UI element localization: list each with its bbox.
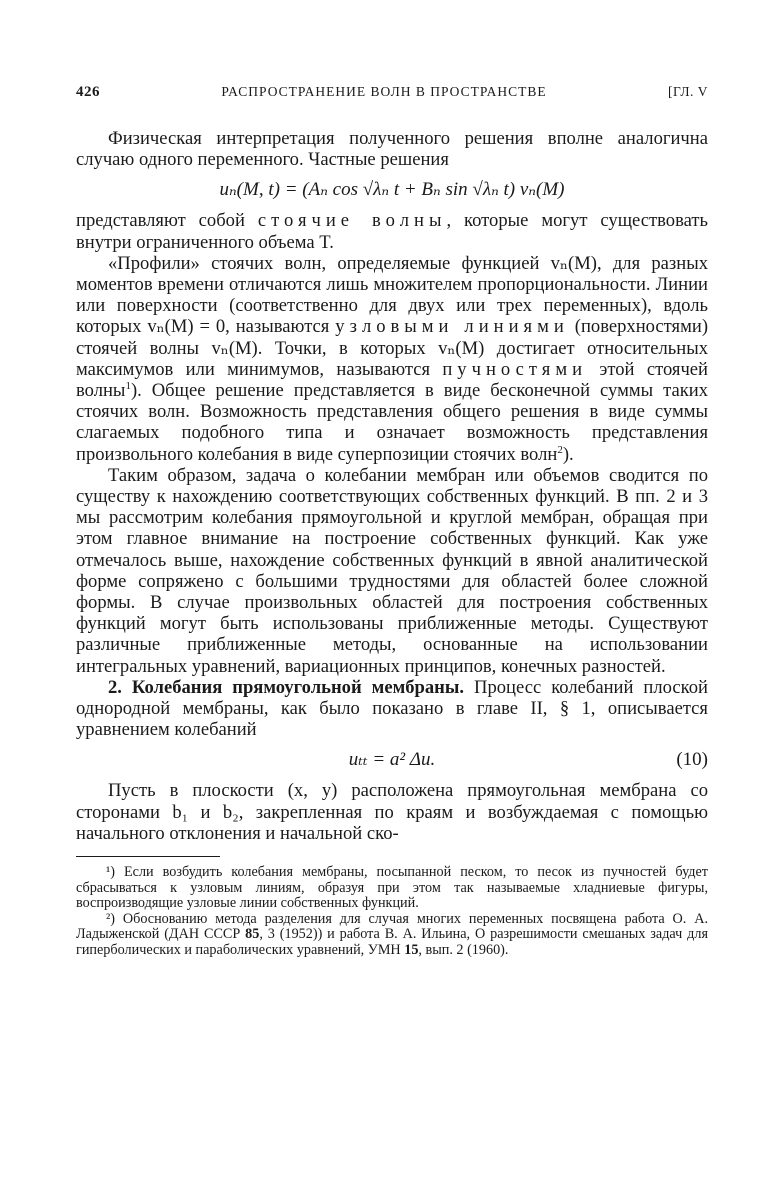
- paragraph-3: [76, 253, 708, 465]
- fn2-text-c: , вып. 2 (1960).: [418, 942, 509, 959]
- term-antinodes: пучностями: [442, 358, 588, 380]
- fn2-text-a: ²) Обоснованию метода разделения для случая многих переменных посвящена работа О. А. Ладыженской (ДАН СССР: [76, 910, 708, 943]
- p2-text-b: , которые могут существовать внутри ограниченного объема T.: [76, 210, 708, 253]
- running-head: [76, 84, 708, 108]
- book-page: [76, 84, 708, 959]
- footnote-ref-2[interactable]: 2: [557, 443, 563, 456]
- fn2-text-b: , 3 (1952)) и работа В. А. Ильина, О разрешимости смешаных задач для гиперболических и параболических уравнений, УМН: [76, 926, 708, 959]
- paragraph-1: Физическая интерпретация полученного решения вполне аналогична случаю одного переменного. Частные решения: [76, 128, 708, 171]
- footnotes: [76, 865, 708, 959]
- p3-text-d: ). Общее решение представляется в виде бесконечной суммы таких стоячих волн. Возможность представления общего решения в виде суммы слагаемых подобного типа и означает возможность представления произвольного колебания в виде суперпозиции стоячих волн: [76, 380, 708, 465]
- footnote-ref-1[interactable]: 1: [125, 379, 131, 392]
- paragraph-6: Пусть в плоскости (x, y) расположена прямоугольная мембрана со сторонами b₁ и b₂, закрепленная по краям и возбуждаемая с помощью начального отклонения и начальной ско-: [76, 780, 708, 844]
- p3-text-c: этой стоячей волны: [76, 358, 708, 402]
- main-text: [76, 128, 708, 844]
- fn2-volume-2: 15: [404, 942, 419, 959]
- p3-text-e: ).: [562, 443, 574, 465]
- running-title: РАСПРОСТРАНЕНИЕ ВОЛН В ПРОСТРАНСТВЕ: [221, 84, 547, 99]
- term-nodal-lines: узловыми линиями: [335, 316, 569, 338]
- chapter-label: [ГЛ. V: [668, 84, 708, 99]
- section-heading: 2. Колебания прямоугольной мембраны.: [108, 676, 465, 698]
- p5-text: Процесс колебаний плоской однородной мембраны, как было показано в главе II, § 1, описывается уравнением колебаний: [76, 676, 708, 741]
- footnote-1: ¹) Если возбудить колебания мембраны, посыпанной песком, то песок из пучностей будет сбрасываться к узловым линиям, образуя при этом так называемые хладниевые фигуры, воспроизводящие узловые линии собственных функций.: [76, 864, 708, 912]
- term-standing-waves: стоячие волны: [257, 210, 447, 232]
- formula-2: uₜₜ = a² Δu.: [348, 749, 436, 771]
- formula-1: uₙ(M, t) = (Aₙ cos √λₙ t + Bₙ sin √λₙ t) vₙ(M): [219, 179, 565, 201]
- p3-text-b: (поверхностями) стоячей волны vₙ(M). Точки, в которых vₙ(M) достигает относительных максимумов или минимумов, называются: [76, 316, 709, 380]
- fn2-volume-1: 85: [245, 926, 260, 943]
- page-number: 426: [76, 84, 100, 100]
- paragraph-4: Таким образом, задача о колебании мембран или объемов сводится по существу к нахождению соответствующих собственных функций. В пп. 2 и 3 мы рассмотрим колебания прямоугольной и круглой мембран, обращая при этом главное внимание на построение собственных функций. Как уже отмечалось выше, нахождение собственных функций в явной аналитической форме сопряжено с большими трудностями для областей более сложной формы. В случае произвольных областей для построения собственных функций могут быть использованы приближенные методы. Существуют различные приближенные методы, основанные на использовании интегральных уравнений, вариационных принципов, конечных разностей.: [76, 464, 708, 677]
- footnote-divider: [76, 856, 220, 857]
- p2-text-a: представляют собой: [76, 210, 245, 232]
- formula-standing-wave: [76, 179, 708, 200]
- footnote-2: [76, 912, 708, 959]
- paragraph-2: [76, 210, 708, 252]
- paragraph-5: [76, 677, 708, 741]
- formula-wave-equation: [76, 749, 708, 770]
- p3-text-a: «Профили» стоячих волн, определяемые функцией vₙ(M), для разных моментов времени отличаются лишь множителем пропорциональности. Линии или поверхности (соответственно для двух или трех переменных), вдоль которых vₙ(M) = 0, называются: [76, 252, 708, 338]
- equation-number: (10): [676, 749, 708, 771]
